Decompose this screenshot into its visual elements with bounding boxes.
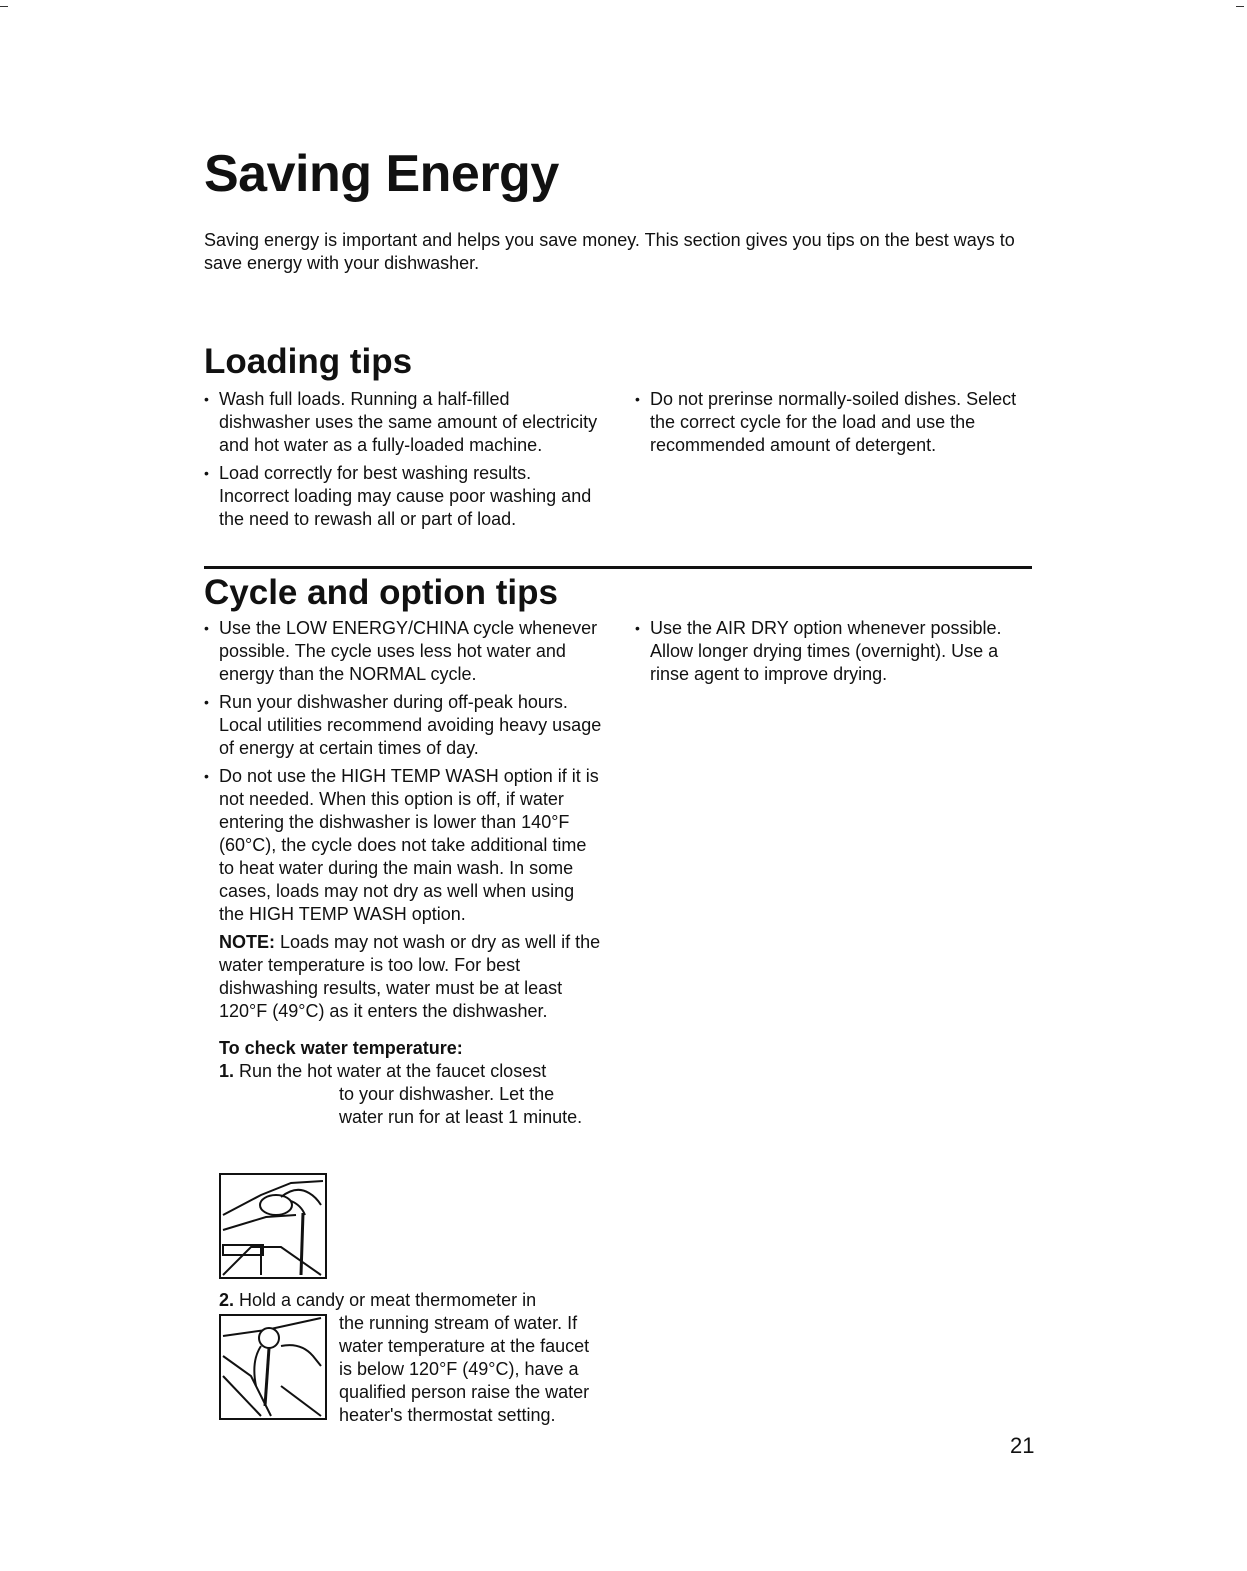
bullet-icon: • [204,694,209,710]
loading-tip-load-correctly: Load correctly for best washing results. Incorrect loading may cause poor washing and the need to rewash all or part of load. [219,463,592,529]
cycle-right-column [635,617,1035,691]
loading-tip-full-loads: Wash full loads. Running a half-filled dishwasher uses the same amount of electricity and hot water as a fully-loaded machine. [219,389,598,455]
scan-mark [1236,6,1244,7]
note-paragraph [204,931,604,1023]
intro-paragraph: Saving energy is important and helps you save money. This section gives you tips on the best ways to save energy with your dishwasher. [204,230,1015,273]
section-divider [204,566,1032,569]
bullet-icon: • [204,465,209,481]
cycle-left-column [204,617,604,1129]
step-1 [204,1060,604,1129]
scan-mark [0,6,8,7]
loading-tips-heading: Loading tips [204,342,413,381]
loading-left-column [204,388,604,536]
bullet-icon: • [635,620,640,636]
step-2-rest: the running stream of water. If water temperature at the faucet is below 120°F (49°C), have a qualified person raise the water heater's thermostat setting. [339,1313,590,1425]
note-label: NOTE: [219,932,275,952]
cycle-tip-off-peak: Run your dishwasher during off-peak hours. Local utilities recommend avoiding heavy usage of energy at certain times of day. [219,692,602,758]
step-1-first-line: Run the hot water at the faucet closest [239,1061,547,1081]
note-text: Loads may not wash or dry as well if the water temperature is too low. For best dishwashing results, water must be at least 120°F (49°C) as it enters the dishwasher. [219,932,601,1021]
list-item [204,691,604,760]
list-item [635,388,1025,457]
step-number: 2. [219,1290,235,1310]
loading-tip-prerinse: Do not prerinse normally-soiled dishes. Select the correct cycle for the load and use the recommended amount of detergent. [650,389,1017,455]
list-item [204,462,604,531]
step-2-first-line: Hold a candy or meat thermometer in [239,1290,537,1310]
cycle-tips-heading: Cycle and option tips [204,573,558,612]
list-item [204,388,604,457]
check-temperature-heading: To check water temperature: [219,1038,463,1058]
list-item [635,617,1035,686]
bullet-icon: • [204,391,209,407]
bullet-icon: • [204,768,209,784]
bullet-icon: • [635,391,640,407]
cycle-tip-air-dry: Use the AIR DRY option whenever possible. Allow longer drying times (overnight). Use a rinse agent to improve drying. [650,618,1002,684]
thermometer-in-water-icon [219,1314,327,1420]
hand-at-faucet-icon [219,1173,327,1279]
step-number: 1. [219,1061,235,1081]
page-title: Saving Energy [204,145,559,203]
list-item [204,765,604,926]
cycle-tip-low-energy: Use the LOW ENERGY/CHINA cycle whenever possible. The cycle uses less hot water and energy than the NORMAL cycle. [219,618,598,684]
step-1-rest: to your dishwasher. Let the water run for at least 1 minute. [339,1084,583,1127]
loading-right-column [635,388,1025,462]
cycle-tip-high-temp: Do not use the HIGH TEMP WASH option if it is not needed. When this option is off, if water entering the dishwasher is lower than 140°F (60°C), the cycle does not take additional time to heat water during the main wash. In some cases, loads may not dry as well when using the HIGH TEMP WASH option. [219,766,599,924]
bullet-icon: • [204,620,209,636]
list-item [204,617,604,686]
page-number: 21 [1010,1433,1035,1458]
